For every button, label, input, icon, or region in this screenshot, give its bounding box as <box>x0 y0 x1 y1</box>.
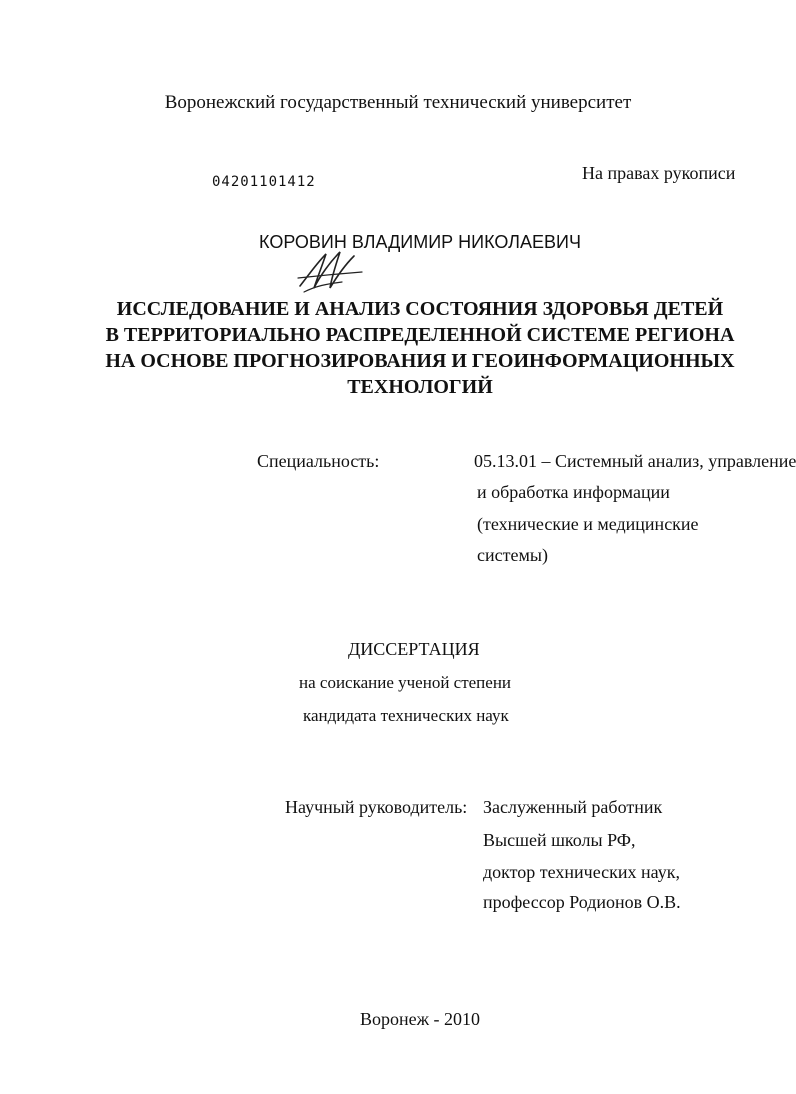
place-and-year: Воронеж - 2010 <box>359 1009 481 1029</box>
degree-line: кандидата технических наук <box>303 706 509 725</box>
specialty-line: и обработка информации <box>477 482 670 502</box>
specialty-line: системы) <box>477 545 548 565</box>
title-line: ИССЛЕДОВАНИЕ И АНАЛИЗ СОСТОЯНИЯ ЗДОРОВЬЯ ДЕТЕЙ <box>116 298 724 320</box>
supervisor-line: Заслуженный работник <box>483 797 663 817</box>
supervisor-line: профессор Родионов О.В. <box>483 892 681 912</box>
degree-line: на соискание ученой степени <box>299 673 512 692</box>
author-name: КОРОВИН ВЛАДИМИР НИКОЛАЕВИЧ <box>259 232 581 252</box>
document-code: 04201101412 <box>212 174 316 190</box>
dissertation-heading: ДИССЕРТАЦИЯ <box>348 639 480 659</box>
specialty-label: Специальность: <box>257 451 380 471</box>
manuscript-rights-note: На правах рукописи <box>582 163 736 183</box>
specialty-line: (технические и медицинские <box>477 514 699 534</box>
dissertation-title <box>0 296 796 400</box>
title-line: НА ОСНОВЕ ПРОГНОЗИРОВАНИЯ И ГЕОИНФОРМАЦИОННЫХ <box>105 350 735 372</box>
supervisor-line: доктор технических наук, <box>483 862 680 882</box>
title-line: ТЕХНОЛОГИЙ <box>347 376 493 398</box>
supervisor-line: Высшей школы РФ, <box>483 830 636 850</box>
supervisor-label: Научный руководитель: <box>285 797 468 817</box>
university-name: Воронежский государственный технический университет <box>164 92 632 113</box>
title-line: В ТЕРРИТОРИАЛЬНО РАСПРЕДЕЛЕННОЙ СИСТЕМЕ РЕГИОНА <box>105 324 735 346</box>
specialty-line: 05.13.01 – Системный анализ, управление <box>474 451 796 471</box>
handwritten-signature <box>296 246 366 296</box>
